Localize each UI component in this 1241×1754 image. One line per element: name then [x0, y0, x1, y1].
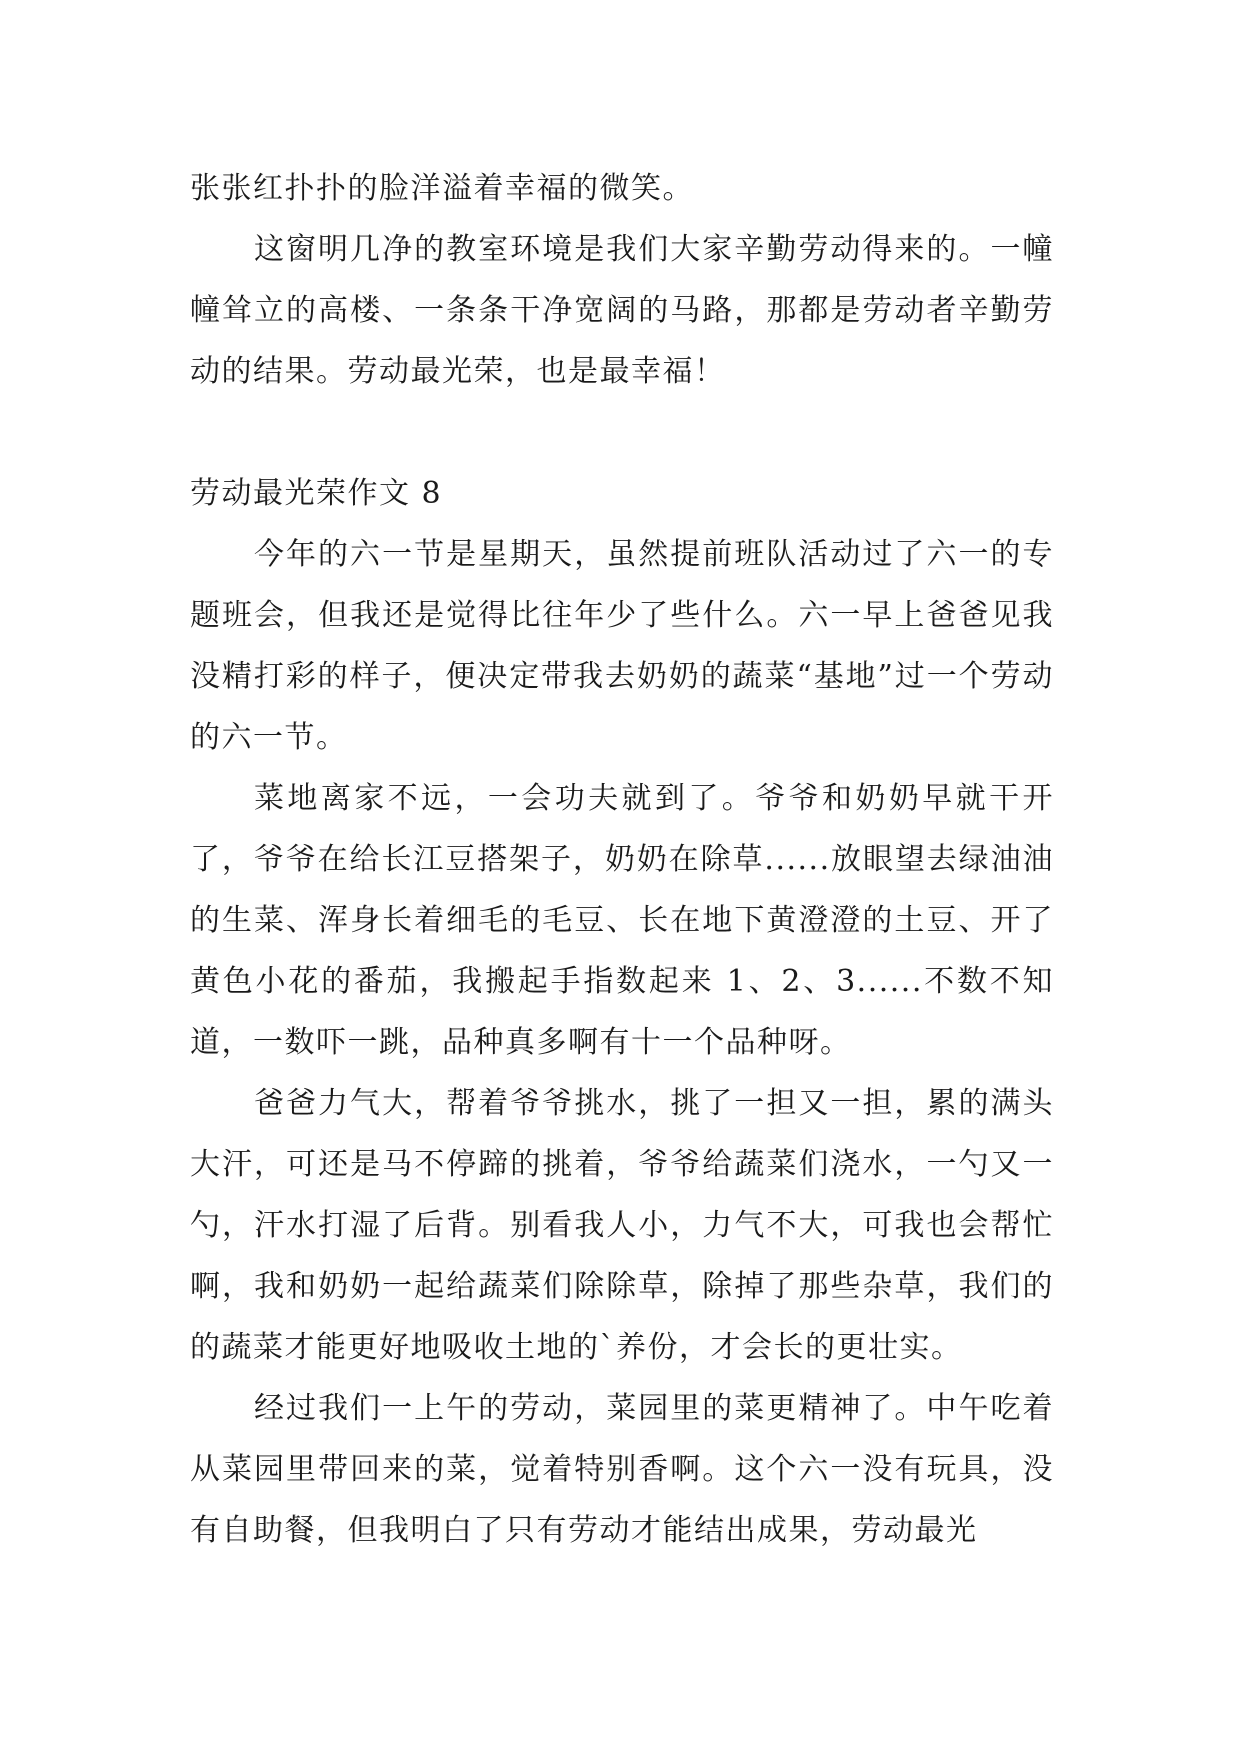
section-title: 劳动最光荣作文 8	[190, 476, 443, 511]
paragraph-classroom: 这窗明几净的教室环境是我们大家辛勤劳动得来的。一幢幢耸立的高楼、一条条干净宽阔的马路，那都是劳动者辛勤劳动的结果。劳动最光荣，也是最幸福！	[190, 232, 1054, 389]
paragraph-conclusion: 经过我们一上午的劳动，菜园里的菜更精神了。中午吃着从菜园里带回来的菜，觉着特别香啊。这个六一没有玩具，没有自助餐，但我明白了只有劳动才能结出成果，劳动最光	[190, 1391, 1054, 1548]
lead-paragraph: 张张红扑扑的脸洋溢着幸福的微笑。	[190, 171, 694, 206]
paragraph-helping: 爸爸力气大，帮着爷爷挑水，挑了一担又一担，累的满头大汗，可还是马不停蹄的挑着，爷爷给蔬菜们浇水，一勺又一勺，汗水打湿了后背。别看我人小，力气不大，可我也会帮忙啊，我和奶奶一起给蔬菜们除除草，除掉了那些杂草，我们的的蔬菜才能更好地吸收土地的`养份，才会长的更壮实。	[190, 1086, 1054, 1365]
paragraph-vegetable-field: 菜地离家不远，一会功夫就到了。爷爷和奶奶早就干开了，爷爷在给长江豆搭架子，奶奶在除草......放眼望去绿油油的生菜、浑身长着细毛的毛豆、长在地下黄澄澄的土豆、开了黄色小花的番茄，我搬起手指数起来 1、2、3......不数不知道，一数吓一跳，品种真多啊有十一个品种呀。	[190, 781, 1054, 1060]
paragraph-childrens-day: 今年的六一节是星期天，虽然提前班队活动过了六一的专题班会，但我还是觉得比往年少了些什么。六一早上爸爸见我没精打彩的样子，便决定带我去奶奶的蔬菜“基地”过一个劳动的六一节。	[190, 537, 1054, 755]
section-spacer	[190, 402, 1054, 463]
essay-body	[190, 158, 1054, 1561]
